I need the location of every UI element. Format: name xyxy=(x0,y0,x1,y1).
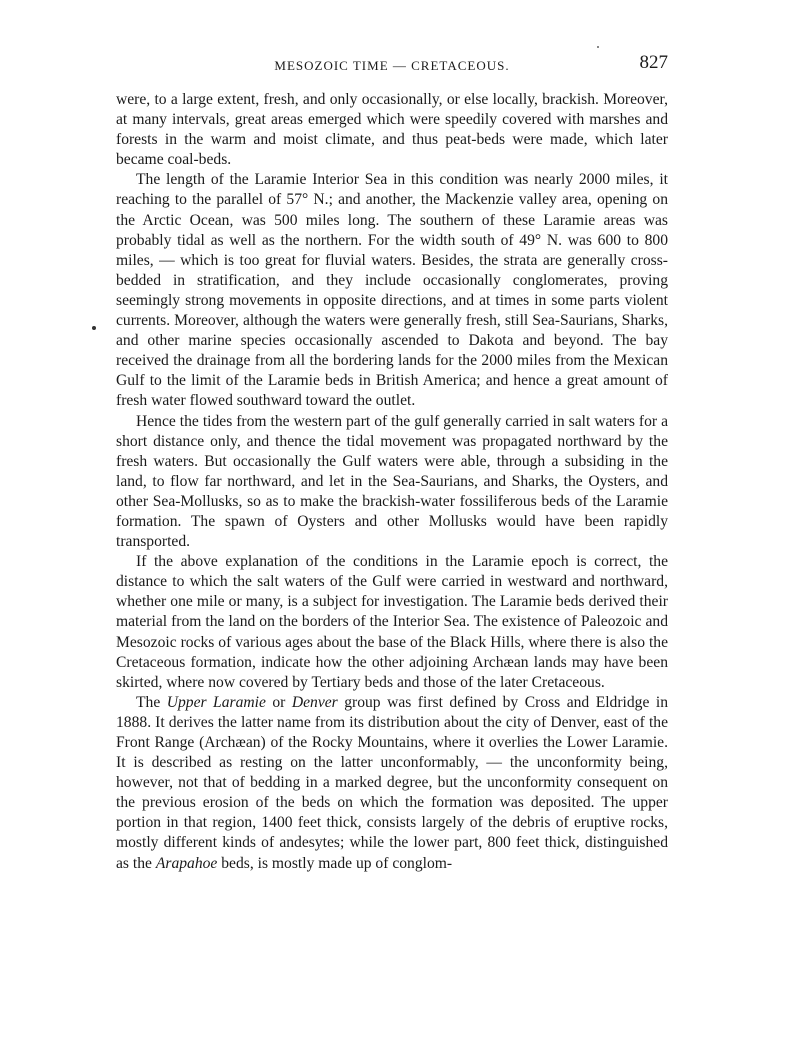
paragraph-5-text-3: group was first defined by Cross and Eldridge in 1888. It derives the latter name from its distribution about the city of Denver, east of the Front Range (Archæan) of the Rocky Mountains, where it overlies the Lower Laramie. It is described as resting on the latter unconformably, — the unconformity being, however, not that of bedding in a marked degree, but the unconformity consequent on the previous erosion of the beds on which the formation was deposited. The upper portion in that region, 1400 feet thick, consists largely of the debris of eruptive rocks, mostly different kinds of andesytes; while the lower part, 800 feet thick, distinguished as the xyxy=(116,693,668,872)
book-page xyxy=(116,50,668,874)
paragraph-3: Hence the tides from the western part of the gulf generally carried in salt waters for a short distance only, and thence the tidal movement was propagated northward by the fresh waters. But occasionally the Gulf waters were able, through a subsiding in the land, to flow far northward, and let in the Sea-Saurians, and Sharks, the Oysters, and other Sea-Mollusks, so as to make the brackish-water fossiliferous beds of the Laramie formation. The spawn of Oysters and other Mollusks would have been rapidly transported. xyxy=(116,412,668,551)
paragraph-1: were, to a large extent, fresh, and only occasionally, or else locally, brackish. Moreover, at many intervals, great areas emerged which were speedily covered with marshes and forests in the warm and moist climate, and thus peat-beds were made, which later became coal-beds. xyxy=(116,91,668,169)
body-text xyxy=(116,90,668,874)
margin-dot xyxy=(92,326,96,330)
paragraph-5-italic-arapahoe: Arapahoe xyxy=(155,854,218,872)
paragraph-5 xyxy=(116,693,668,874)
paragraph-5-italic-upper-laramie: Upper Laramie xyxy=(166,693,266,711)
page-number: 827 xyxy=(639,52,668,73)
paragraph-5-italic-denver: Denver xyxy=(291,693,338,711)
running-title: MESOZOIC TIME — CRETACEOUS. xyxy=(274,58,510,73)
paragraph-5-text-4: beds, is mostly made up of conglom- xyxy=(217,854,453,872)
paragraph-2: The length of the Laramie Interior Sea in this condition was nearly 2000 miles, it reaching to the parallel of 57° N.; and another, the Mackenzie valley area, opening on the Arctic Ocean, was 500 miles long. The southern of these Laramie areas was probably tidal as well as the northern. For the width south of 49° N. was 600 to 800 miles, — which is too great for fluvial waters. Besides, the strata are generally cross-bedded in stratification, and they include occasionally conglomerates, proving seemingly strong movements in opposite directions, and at times in some parts violent currents. Moreover, although the waters were generally fresh, still Sea-Saurians, Sharks, and other marine species occasionally ascended to Dakota and beyond. The bay received the drainage from all the bordering lands for the 2000 miles from the Mexican Gulf to the limit of the Laramie beds in British America; and hence a great amount of fresh water flowed southward toward the outlet. xyxy=(116,171,668,410)
print-speck xyxy=(597,46,599,48)
paragraph-5-text-1: The xyxy=(136,693,167,711)
running-head xyxy=(116,50,668,78)
paragraph-4: If the above explanation of the conditions in the Laramie epoch is correct, the distance to which the salt waters of the Gulf were carried in westward and northward, whether one mile or many, is a subject for investigation. The Laramie beds derived their material from the land on the borders of the Interior Sea. The existence of Paleozoic and Mesozoic rocks of various ages about the base of the Black Hills, where there is also the Cretaceous formation, indicate how the other adjoining Archæan lands may have been skirted, where now covered by Tertiary beds and those of the later Cretaceous. xyxy=(116,553,668,691)
paragraph-5-text-2: or xyxy=(265,693,292,711)
